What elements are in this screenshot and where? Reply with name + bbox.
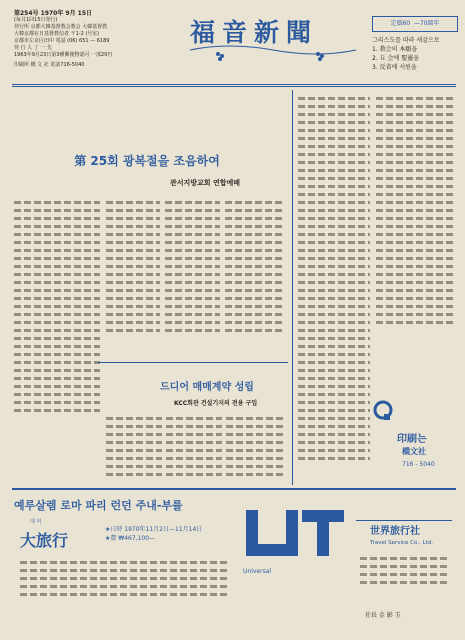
printer-ad-name: 橋文社	[402, 447, 426, 456]
masthead-divider	[12, 84, 456, 85]
column-divider	[292, 90, 293, 485]
travel-ad-reading: 대 여	[30, 519, 42, 525]
grape-vine-ornament	[188, 42, 358, 62]
travel-price: ★費 ₩467,100—	[105, 535, 156, 542]
article1-byline: 관서지방교회 연합예배	[169, 179, 241, 187]
printer-ad-title: 印刷는	[397, 434, 427, 445]
publisher-line: 1963年9月23日第3種郵便物認可 一部20円	[14, 52, 113, 58]
printer-ad-phone: 716 - 5040	[402, 461, 435, 468]
article1-headline: 第 25회 광복절을 조음하여	[74, 154, 220, 168]
article1-column	[14, 196, 100, 417]
printer-logo-icon	[373, 400, 393, 422]
travel-ad-name: 大旅行	[20, 531, 69, 550]
newspaper-title: 福音新聞	[190, 18, 319, 47]
travel-company-english: Travel Service Co., Ltd.	[370, 540, 433, 546]
toc-item: 1. 教会의 本願을	[372, 46, 418, 53]
article1-column	[165, 196, 220, 337]
article2-column	[166, 412, 222, 481]
travel-ad-details	[105, 525, 202, 543]
subscription-price: 定價60 —70圓年	[372, 16, 458, 32]
travel-ad-body	[20, 556, 230, 601]
table-of-contents	[372, 36, 456, 72]
printer-line: 印刷所 橋 文 社 電話716-5040	[14, 62, 85, 68]
issue-note: (毎月1回15日発行)	[14, 17, 58, 23]
side-column	[376, 92, 454, 329]
travel-company-name: 世界旅行社	[370, 526, 420, 537]
publisher-line: 発行所 京都大韓基督教会教会 大韓基督教	[14, 24, 108, 30]
publisher-line: 発 行 人 丁 一 先	[14, 45, 52, 51]
section-divider	[12, 488, 456, 490]
article2-column	[106, 412, 162, 481]
article2-column	[226, 412, 284, 481]
travel-ad-headline: 예루살렘 로마 파리 런던 주내-부를	[14, 499, 183, 512]
article1-column	[106, 196, 160, 337]
travel-company-contact	[360, 552, 450, 589]
article2-headline: 드디어 매매계약 성립	[160, 382, 254, 393]
toc-item: 3. 反省에 서원을	[372, 64, 417, 71]
travel-company-president: 社長 金 影 玉	[365, 612, 401, 619]
publisher-line: 大韓京都在日基督教信者 〒1-2 (号室)	[14, 31, 100, 37]
side-column	[298, 92, 370, 465]
toc-item: 그리스도를 따라 새살으로	[372, 37, 440, 44]
universal-brand: Universal	[243, 568, 272, 575]
travel-ad-rule	[356, 510, 452, 521]
publisher-info	[14, 10, 184, 69]
article1-column	[225, 196, 282, 337]
publisher-line: 京都市左京区田中 電話 (06) 651 — 6189	[14, 38, 110, 44]
issue-number: 第254号 1970年 9月 15日	[14, 10, 93, 17]
toc-item: 2. 丘 会에 聖靈을	[372, 55, 420, 62]
masthead-divider	[12, 86, 456, 87]
universal-logo	[240, 500, 356, 566]
article-divider	[98, 362, 288, 363]
travel-date: ★日時 1970年11月2日—11月14日	[105, 526, 203, 533]
article2-subhead: KCC회관 건설기지의 전용 구입	[174, 400, 258, 407]
